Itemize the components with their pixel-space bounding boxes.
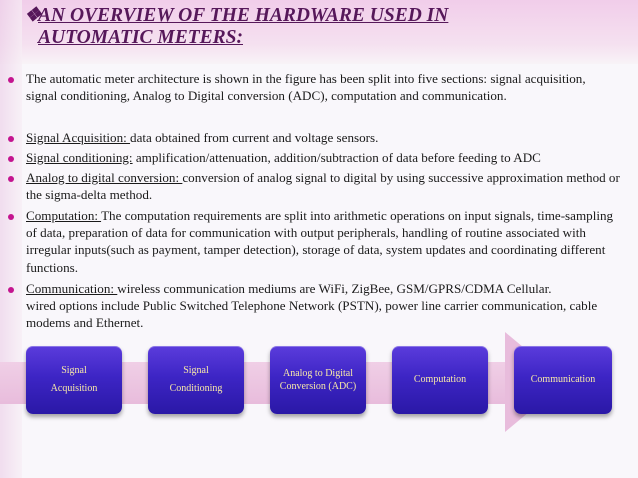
slide-title: [24, 5, 524, 49]
bullet-signal-conditioning: Signal conditioning: amplification/attenuation, addition/subtraction of data before feeding to ADC: [26, 150, 541, 165]
bullet-icon: [8, 176, 14, 182]
bullet-communication: Communication: wireless communication mediums are WiFi, ZigBee, GSM/GPRS/CDMA Cellular. wired options include Public Switched Telephone Network (PSTN), power line carrier communication, cable modems and Ethernet.: [26, 281, 598, 331]
diamond-bullet-icon: ❖: [24, 5, 42, 26]
title-line-2: AUTOMATIC METERS:: [38, 27, 243, 48]
step-computation: Computation: [392, 346, 488, 414]
bullet-icon: [8, 214, 14, 220]
bullet-adc: Analog to digital conversion: conversion of analog signal to digital by using successive approximation method or the sigma-delta method.: [26, 170, 620, 203]
bullet-icon: [8, 77, 14, 83]
bullet-icon: [8, 287, 14, 293]
step-signal-acquisition: Signal Acquisition: [26, 346, 122, 414]
term-label: Analog to digital conversion:: [26, 170, 183, 185]
title-line-1: AN OVERVIEW OF THE HARDWARE USED IN: [38, 5, 449, 26]
step-communication: Communication: [514, 346, 612, 414]
term-label: Computation:: [26, 208, 102, 223]
term-label: Communication:: [26, 281, 118, 296]
step-adc: Analog to Digital Conversion (ADC): [270, 346, 366, 414]
term-label: Signal conditioning:: [26, 150, 133, 165]
process-diagram: [0, 328, 638, 428]
step-signal-conditioning: Signal Conditioning: [148, 346, 244, 414]
bullet-signal-acquisition: Signal Acquisition: data obtained from current and voltage sensors.: [26, 130, 379, 145]
wired-options-text: wired options include Public Switched Telephone Network (PSTN), power line carrier communication, cable modems and Ethernet.: [26, 298, 598, 331]
bullet-icon: [8, 156, 14, 162]
bullet-overview: The automatic meter architecture is shown in the figure has been split into five sections: signal acquisition, signal conditioning, Analog to Digital conversion (ADC), computation and communication.: [26, 71, 586, 104]
term-label: Signal Acquisition:: [26, 130, 131, 145]
bullet-icon: [8, 136, 14, 142]
bullet-computation: Computation: The computation requirements are split into arithmetic operations on input signals, time-sampling of data, preparation of data for communication with output peripherals, handling of routine associated with irregular inputs(such as payment, tamper detection), storage of data, system updates and coordinating different functions.: [26, 208, 614, 275]
